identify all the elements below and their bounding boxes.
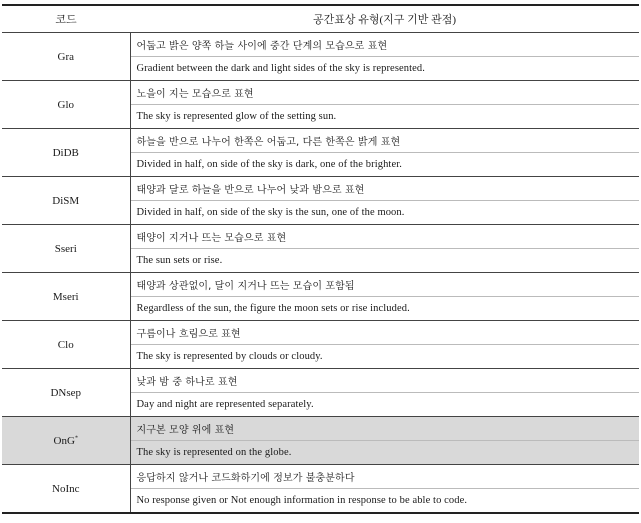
row-english: Divided in half, on side of the sky is the sun, one of the moon. [130,201,639,225]
code-text: DiSM [52,194,80,207]
code-text: Glo [57,98,74,111]
table-row-ko [2,81,639,105]
code-text: OnG [53,434,75,447]
row-english: Divided in half, on side of the sky is dark, one of the brighter. [130,153,639,177]
code-text: Gra [57,50,74,63]
row-english: The sun sets or rise. [130,249,639,273]
table-header-row [2,5,639,33]
code-text: Mseri [52,290,79,303]
code-table [2,4,639,514]
code-table-container [2,4,639,514]
table-row-ko [2,465,639,489]
row-english: Regardless of the sun, the figure the moon sets or rise included. [130,297,639,321]
row-code [2,321,130,369]
row-korean: 하늘을 반으로 나누어 한쪽은 어둡고, 다른 한쪽은 밝게 표현 [130,129,639,153]
row-korean: 구름이나 흐림으로 표현 [130,321,639,345]
row-code [2,417,130,465]
header-description: 공간표상 유형(지구 기반 관점) [130,5,639,33]
table-row-ko [2,225,639,249]
code-text: Clo [57,338,74,351]
row-korean: 낮과 밤 중 하나로 표현 [130,369,639,393]
header-code: 코드 [2,5,130,33]
table-row-ko [2,33,639,57]
row-code [2,81,130,129]
row-english: The sky is represented on the globe. [130,441,639,465]
table-row-ko [2,273,639,297]
row-english: No response given or Not enough information in response to be able to code. [130,489,639,514]
row-english: The sky is represented glow of the setting sun. [130,105,639,129]
table-row-ko-highlighted [2,417,639,441]
row-code [2,129,130,177]
code-text: DiDB [52,146,79,159]
row-korean: 응답하지 않거나 코드화하기에 정보가 불충분하다 [130,465,639,489]
row-korean: 지구본 모양 위에 표현 [130,417,639,441]
table-row-ko [2,177,639,201]
code-text: Sseri [54,242,77,255]
code-text: NoInc [52,482,80,495]
table-row-ko [2,321,639,345]
table-row-ko [2,369,639,393]
row-english: Gradient between the dark and light sides of the sky is represented. [130,57,639,81]
row-code [2,273,130,321]
row-korean: 태양이 지거나 뜨는 모습으로 표현 [130,225,639,249]
row-korean: 태양과 상관없이, 달이 지거나 뜨는 모습이 포함됨 [130,273,639,297]
row-english: Day and night are represented separately. [130,393,639,417]
row-korean: 태양과 달로 하늘을 반으로 나누어 낮과 밤으로 표현 [130,177,639,201]
footnote-marker: * [74,434,78,441]
row-code [2,33,130,81]
row-code [2,225,130,273]
row-korean: 어둡고 밝은 양쪽 하늘 사이에 중간 단계의 모습으로 표현 [130,33,639,57]
row-code [2,465,130,514]
row-code [2,369,130,417]
code-text: DNsep [50,386,82,399]
row-korean: 노을이 지는 모습으로 표현 [130,81,639,105]
table-row-ko [2,129,639,153]
row-english: The sky is represented by clouds or cloudy. [130,345,639,369]
row-code [2,177,130,225]
